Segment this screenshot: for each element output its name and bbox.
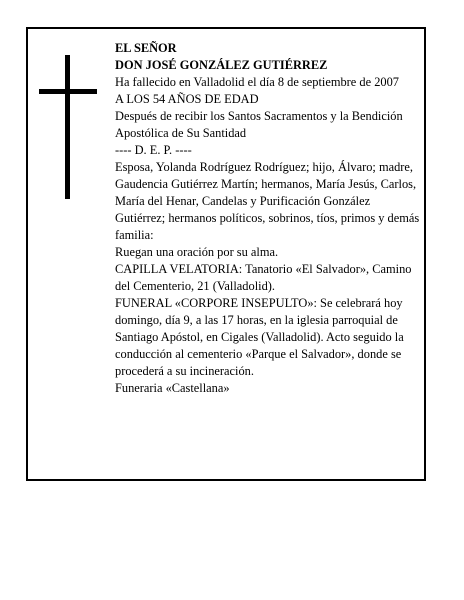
funeral-info: FUNERAL «CORPORE INSEPULTO»: Se celebrará hoy domingo, día 9, a las 17 horas, en la iglesia parroquial de Santiago Apóstol, en Cigales (Valladolid). Acto seguido la conducción al cementerio «Parque el Salvador», donde se procederá a su incineración.	[115, 296, 404, 378]
notice-text	[115, 40, 423, 397]
cross-horizontal-bar	[39, 89, 97, 94]
rip-line: ---- D. E. P. ----	[115, 143, 192, 157]
cross-vertical-bar	[65, 55, 70, 199]
sacraments-statement: Después de recibir los Santos Sacramentos y la Bendición Apostólica de Su Santidad	[115, 109, 403, 140]
cross-icon	[39, 55, 97, 199]
age-statement: A LOS 54 AÑOS DE EDAD	[115, 92, 259, 106]
obituary-notice	[26, 27, 426, 481]
prayer-request: Ruegan una oración por su alma.	[115, 245, 279, 259]
chapel-info: CAPILLA VELATORIA: Tanatorio «El Salvador», Camino del Cementerio, 21 (Valladolid).	[115, 262, 412, 293]
death-statement: Ha fallecido en Valladolid el día 8 de septiembre de 2007	[115, 75, 399, 89]
family-list: Esposa, Yolanda Rodríguez Rodríguez; hijo, Álvaro; madre, Gaudencia Gutiérrez Martín; hermanos, María Jesús, Carlos, María del Henar, Candelas y Purificación González Gutiérrez; hermanos políticos, sobrinos, tíos, primos y demás familia:	[115, 160, 420, 242]
funeral-home: Funeraria «Castellana»	[115, 381, 230, 395]
deceased-name: DON JOSÉ GONZÁLEZ GUTIÉRREZ	[115, 58, 328, 72]
notice-title: EL SEÑOR	[115, 41, 177, 55]
